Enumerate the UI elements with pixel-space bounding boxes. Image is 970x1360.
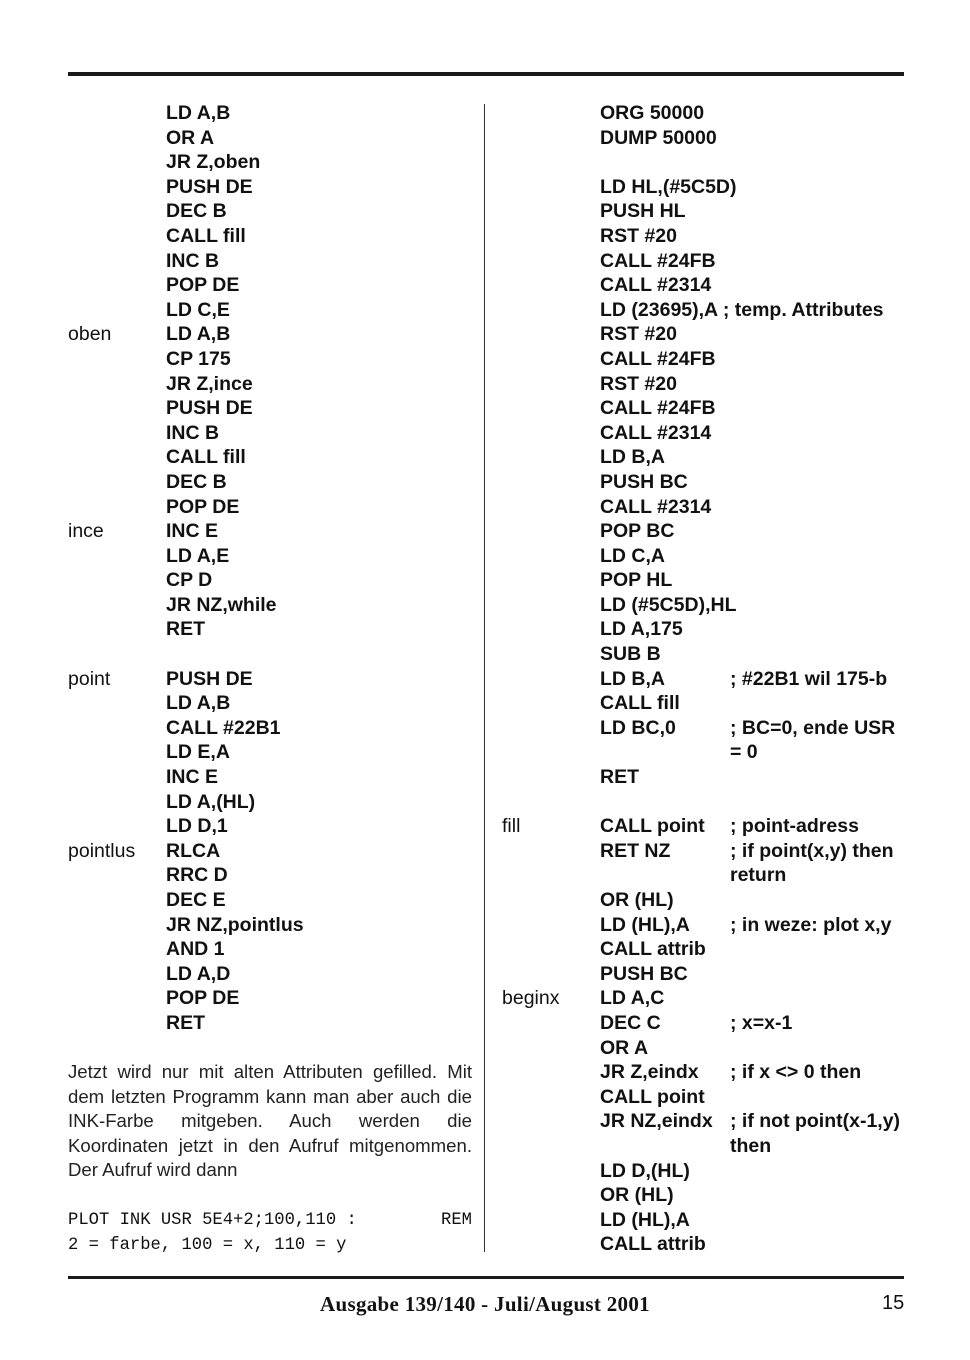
code-line bbox=[502, 1183, 907, 1208]
code-line bbox=[68, 839, 478, 864]
code-instruction: LD A,C bbox=[600, 987, 665, 1010]
code-instruction: LD HL,(#5C5D) bbox=[600, 175, 737, 198]
code-line bbox=[502, 642, 907, 667]
code-line bbox=[502, 1159, 907, 1184]
code-instruction: DUMP 50000 bbox=[600, 126, 717, 149]
code-line bbox=[502, 224, 907, 249]
code-comment: ; if x <> 0 then bbox=[730, 1061, 862, 1084]
code-line bbox=[502, 1036, 907, 1061]
code-instruction: LD A,B bbox=[166, 102, 231, 124]
plot-line-1: PLOT INK USR 5E4+2;100,110 : REM bbox=[68, 1211, 472, 1230]
code-line bbox=[502, 421, 907, 446]
code-line bbox=[502, 593, 907, 618]
code-comment: ; if not point(x-1,y) bbox=[730, 1110, 901, 1133]
code-instruction: CALL #22B1 bbox=[166, 716, 281, 739]
code-instruction: DEC C bbox=[600, 1011, 661, 1034]
code-line bbox=[502, 790, 907, 815]
code-instruction: INC B bbox=[166, 249, 220, 272]
code-line bbox=[502, 962, 907, 987]
code-line bbox=[68, 740, 478, 765]
code-line bbox=[68, 298, 478, 323]
code-comment: return bbox=[730, 864, 787, 887]
code-line bbox=[502, 740, 907, 765]
code-instruction: CALL attrib bbox=[600, 938, 706, 961]
code-instruction: LD A,(HL) bbox=[166, 790, 256, 813]
code-line bbox=[502, 298, 907, 323]
code-line bbox=[68, 396, 478, 421]
code-line bbox=[502, 667, 907, 692]
code-instruction: PUSH BC bbox=[600, 470, 688, 493]
code-instruction: POP DE bbox=[166, 495, 240, 518]
code-line bbox=[68, 913, 478, 938]
code-line bbox=[502, 1134, 907, 1159]
code-instruction: CALL #2314 bbox=[600, 274, 712, 297]
code-comment: = 0 bbox=[730, 741, 758, 764]
code-comment: ; #22B1 wil 175-b bbox=[730, 667, 888, 690]
code-instruction: CALL point bbox=[600, 815, 705, 838]
code-comment: then bbox=[730, 1134, 772, 1157]
code-line bbox=[68, 273, 478, 298]
code-line bbox=[68, 790, 478, 815]
code-line bbox=[502, 126, 907, 151]
code-instruction: OR (HL) bbox=[600, 1184, 674, 1207]
code-line bbox=[68, 568, 478, 593]
code-instruction: LD A,B bbox=[166, 692, 231, 715]
code-line bbox=[68, 937, 478, 962]
code-line bbox=[502, 937, 907, 962]
code-instruction: LD (#5C5D),HL bbox=[600, 593, 737, 616]
code-line bbox=[502, 396, 907, 421]
code-instruction: JR Z,eindx bbox=[600, 1061, 699, 1084]
code-instruction: LD D,1 bbox=[166, 815, 228, 838]
code-line bbox=[502, 175, 907, 200]
code-line bbox=[68, 863, 478, 888]
code-line bbox=[68, 691, 478, 716]
code-line bbox=[68, 986, 478, 1011]
code-line bbox=[68, 962, 478, 987]
code-line bbox=[502, 347, 907, 372]
code-instruction: LD A,B bbox=[166, 323, 231, 346]
code-instruction: POP DE bbox=[166, 987, 240, 1010]
code-instruction: ORG 50000 bbox=[600, 102, 705, 124]
code-instruction: CP D bbox=[166, 569, 213, 592]
code-line bbox=[68, 101, 478, 126]
code-comment: ; BC=0, ende USR bbox=[730, 716, 896, 739]
code-line bbox=[68, 224, 478, 249]
code-instruction: RET bbox=[166, 1011, 205, 1034]
code-line bbox=[502, 544, 907, 569]
code-instruction: LD (HL),A bbox=[600, 1208, 690, 1231]
code-instruction: RET NZ bbox=[600, 839, 671, 862]
code-line bbox=[68, 544, 478, 569]
code-comment: ; in weze: plot x,y bbox=[730, 913, 892, 936]
code-line bbox=[68, 322, 478, 347]
code-line bbox=[68, 372, 478, 397]
code-instruction: PUSH DE bbox=[166, 175, 253, 198]
code-line bbox=[68, 642, 478, 667]
code-line bbox=[68, 814, 478, 839]
code-instruction: LD B,A bbox=[600, 667, 665, 690]
code-instruction: LD BC,0 bbox=[600, 716, 676, 739]
code-line bbox=[68, 126, 478, 151]
code-instruction: PUSH DE bbox=[166, 667, 253, 690]
code-line bbox=[502, 1060, 907, 1085]
code-line bbox=[68, 249, 478, 274]
code-line bbox=[502, 913, 907, 938]
code-comment: ; point-adress bbox=[730, 815, 859, 838]
code-instruction: RRC D bbox=[166, 864, 228, 887]
code-line bbox=[502, 839, 907, 864]
code-line bbox=[502, 372, 907, 397]
code-instruction: RST #20 bbox=[600, 372, 677, 395]
code-instruction: CALL attrib bbox=[600, 1233, 706, 1256]
code-instruction: POP DE bbox=[166, 274, 240, 297]
code-line bbox=[502, 445, 907, 470]
code-instruction: OR A bbox=[600, 1036, 649, 1059]
code-line bbox=[502, 716, 907, 741]
code-line bbox=[502, 249, 907, 274]
code-line bbox=[502, 150, 907, 175]
code-instruction: INC E bbox=[166, 766, 219, 789]
code-label: ince bbox=[68, 520, 104, 543]
code-instruction: RST #20 bbox=[600, 323, 677, 346]
code-line bbox=[68, 888, 478, 913]
code-instruction: CP 175 bbox=[166, 347, 231, 370]
code-line bbox=[502, 199, 907, 224]
code-line bbox=[502, 1011, 907, 1036]
code-label: oben bbox=[68, 323, 112, 346]
bottom-rule bbox=[68, 1276, 904, 1279]
code-line bbox=[68, 421, 478, 446]
code-instruction: DEC B bbox=[166, 200, 227, 223]
code-instruction: INC E bbox=[166, 520, 219, 543]
code-line bbox=[502, 1208, 907, 1233]
code-line bbox=[502, 1232, 907, 1257]
code-instruction: DEC E bbox=[166, 889, 226, 911]
code-instruction: CALL fill bbox=[600, 692, 680, 715]
code-instruction: CALL #24FB bbox=[600, 397, 716, 420]
issue-title: Ausgabe 139/140 - Juli/August 2001 bbox=[320, 1292, 650, 1316]
code-instruction: SUB B bbox=[600, 643, 661, 666]
code-line bbox=[68, 593, 478, 618]
code-instruction: DEC B bbox=[166, 470, 227, 493]
plot-line-2: 2 = farbe, 100 = x, 110 = y bbox=[68, 1236, 347, 1255]
code-line bbox=[502, 986, 907, 1011]
code-line bbox=[502, 1085, 907, 1110]
code-line bbox=[68, 1011, 478, 1036]
code-instruction: AND 1 bbox=[166, 938, 225, 961]
code-instruction: OR A bbox=[166, 126, 215, 149]
code-line bbox=[502, 322, 907, 347]
code-instruction: POP HL bbox=[600, 569, 673, 592]
code-instruction: LD B,A bbox=[600, 446, 665, 469]
code-instruction: LD (23695),A ; temp. Attributes bbox=[600, 298, 884, 321]
code-line bbox=[502, 863, 907, 888]
body-paragraph: Jetzt wird nur mit alten Attributen gefilled. Mit dem letzten Programm kann man aber auch die INK-Farbe mitgeben. Auch werden die Koordinaten jetzt in den Aufruf mitgenommen. Der Aufruf wird dann bbox=[68, 1061, 472, 1181]
code-line bbox=[68, 519, 478, 544]
code-line bbox=[502, 101, 907, 126]
code-line bbox=[502, 568, 907, 593]
code-instruction: JR NZ,pointlus bbox=[166, 913, 304, 936]
code-instruction: PUSH BC bbox=[600, 962, 688, 985]
code-instruction: POP BC bbox=[600, 520, 675, 543]
code-instruction: LD A,E bbox=[166, 544, 230, 567]
code-line bbox=[68, 445, 478, 470]
code-instruction: RET bbox=[600, 766, 639, 789]
code-instruction: INC B bbox=[166, 421, 220, 444]
code-instruction: CALL #24FB bbox=[600, 347, 716, 370]
column-divider bbox=[484, 104, 485, 1252]
code-line bbox=[502, 888, 907, 913]
code-line bbox=[68, 470, 478, 495]
code-line bbox=[502, 273, 907, 298]
code-instruction: CALL fill bbox=[166, 446, 246, 469]
code-instruction: JR Z,oben bbox=[166, 151, 261, 174]
code-line bbox=[68, 199, 478, 224]
code-instruction: LD (HL),A bbox=[600, 913, 690, 936]
code-line bbox=[502, 495, 907, 520]
code-line bbox=[502, 814, 907, 839]
code-label: pointlus bbox=[68, 839, 136, 862]
top-rule bbox=[68, 72, 904, 76]
code-instruction: JR NZ,eindx bbox=[600, 1110, 713, 1133]
code-instruction: CALL #24FB bbox=[600, 249, 716, 272]
code-line bbox=[68, 347, 478, 372]
code-instruction: RST #20 bbox=[600, 224, 677, 247]
page-number: 15 bbox=[882, 1292, 905, 1314]
code-line bbox=[68, 617, 478, 642]
code-instruction: RET bbox=[166, 618, 205, 641]
code-instruction: JR NZ,while bbox=[166, 593, 277, 616]
code-instruction: RLCA bbox=[166, 839, 221, 862]
right-code-column bbox=[502, 101, 907, 1257]
code-instruction: LD D,(HL) bbox=[600, 1159, 690, 1182]
left-code-column bbox=[68, 101, 478, 1036]
code-line bbox=[502, 691, 907, 716]
code-instruction: JR Z,ince bbox=[166, 372, 253, 395]
code-line bbox=[68, 175, 478, 200]
code-line bbox=[502, 1109, 907, 1134]
code-line bbox=[68, 765, 478, 790]
code-instruction: LD C,E bbox=[166, 298, 230, 321]
page-footer bbox=[0, 1292, 970, 1320]
code-line bbox=[502, 519, 907, 544]
code-line bbox=[68, 667, 478, 692]
code-line bbox=[502, 617, 907, 642]
code-instruction: CALL fill bbox=[166, 224, 246, 247]
code-label: point bbox=[68, 667, 111, 690]
code-instruction: LD A,D bbox=[166, 962, 231, 985]
code-instruction: CALL point bbox=[600, 1085, 705, 1108]
code-instruction: PUSH DE bbox=[166, 397, 253, 420]
code-line bbox=[502, 470, 907, 495]
code-instruction: CALL #2314 bbox=[600, 421, 712, 444]
code-comment: ; x=x-1 bbox=[730, 1011, 793, 1034]
code-instruction: LD C,A bbox=[600, 544, 665, 567]
code-instruction: LD A,175 bbox=[600, 618, 683, 641]
code-line bbox=[502, 765, 907, 790]
code-instruction: CALL #2314 bbox=[600, 495, 712, 518]
code-instruction: OR (HL) bbox=[600, 889, 674, 911]
code-instruction: LD E,A bbox=[166, 741, 230, 764]
code-comment: ; if point(x,y) then bbox=[730, 839, 894, 862]
code-label: fill bbox=[502, 815, 521, 838]
code-instruction: PUSH HL bbox=[600, 200, 686, 223]
code-line bbox=[68, 150, 478, 175]
code-line bbox=[68, 495, 478, 520]
code-line bbox=[68, 716, 478, 741]
code-label: beginx bbox=[502, 987, 560, 1010]
plot-command bbox=[68, 1208, 472, 1258]
